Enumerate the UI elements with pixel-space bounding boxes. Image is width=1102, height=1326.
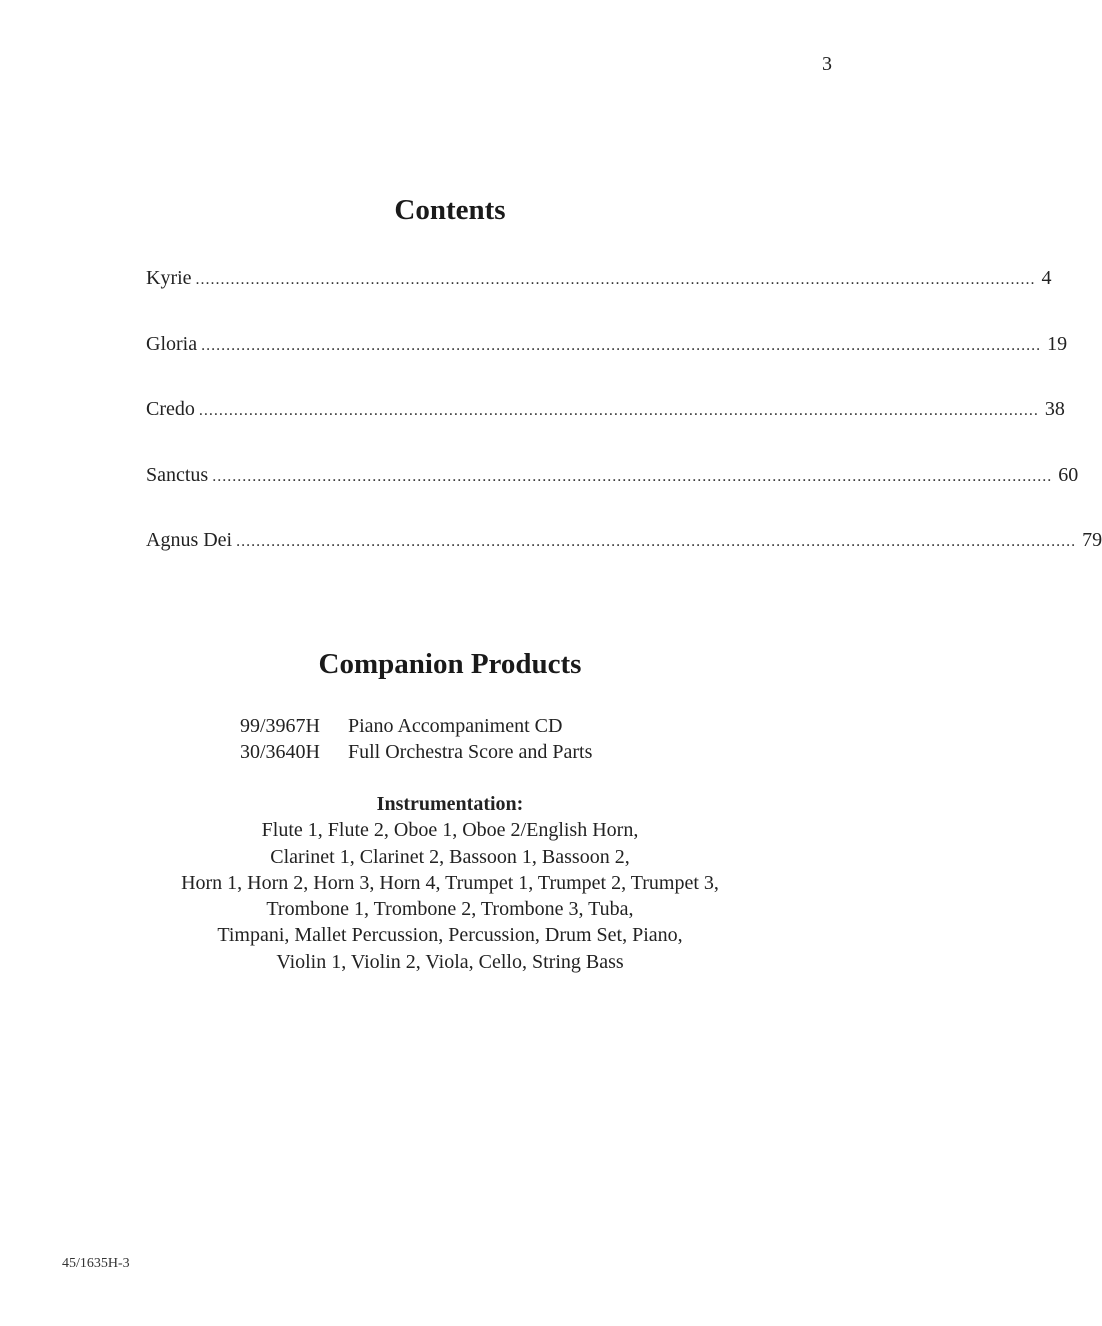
product-description: Piano Accompaniment CD: [348, 715, 563, 737]
catalog-number: 45/1635H-3: [62, 1256, 130, 1271]
instrumentation-line: Timpani, Mallet Percussion, Percussion, Drum Set, Piano,: [217, 924, 683, 947]
instrumentation-line: Flute 1, Flute 2, Oboe 1, Oboe 2/English Horn,: [261, 819, 639, 842]
product-code: 99/3967H: [240, 715, 320, 737]
product-item: [0, 713, 900, 739]
toc-entry-page: 79: [1082, 529, 1102, 551]
toc-entry-page: 38: [1044, 398, 1065, 420]
companion-products-title: Companion Products: [318, 648, 582, 680]
toc-entry-page: 19: [1047, 332, 1068, 355]
toc-entry-title: Agnus Dei: [146, 529, 233, 551]
toc-entry-title: Kyrie: [146, 267, 192, 289]
instrumentation-line: Violin 1, Violin 2, Viola, Cello, String Bass: [276, 950, 624, 973]
product-description: Full Orchestra Score and Parts: [348, 741, 593, 763]
toc-entry-agnus-dei: [146, 524, 1102, 590]
companion-products-list: [0, 713, 900, 765]
toc-leader-dots: ........................................................................................................................................................................: [236, 533, 1077, 550]
toc-entry-title: Credo: [146, 398, 195, 420]
toc-leader-dots: ........................................................................................................................................................................: [195, 271, 1036, 288]
toc-entry-title: Gloria: [146, 332, 198, 355]
instrumentation-block: [0, 791, 900, 975]
toc-leader-dots: ........................................................................................................................................................................: [198, 402, 1039, 419]
toc-leader-dots: ........................................................................................................................................................................: [212, 467, 1053, 485]
toc-entry-page: 60: [1058, 463, 1079, 486]
instrumentation-line: Horn 1, Horn 2, Horn 3, Horn 4, Trumpet 1, Trumpet 2, Trumpet 3,: [181, 871, 719, 894]
instrumentation-label: Instrumentation:: [376, 793, 524, 815]
toc-entry-page: 4: [1041, 267, 1052, 289]
page-number: 3: [822, 53, 832, 75]
toc-leader-dots: ........................................................................................................................................................................: [201, 336, 1042, 354]
instrumentation-line: Trombone 1, Trombone 2, Trombone 3, Tuba,: [266, 898, 634, 921]
instrumentation-line: Clarinet 1, Clarinet 2, Bassoon 1, Bassoon 2,: [270, 845, 630, 868]
contents-title: Contents: [394, 194, 506, 226]
toc-entry-gloria: [146, 328, 1068, 394]
toc-entry-credo: [146, 393, 1065, 459]
toc-entry-title: Sanctus: [146, 463, 209, 486]
toc-entry-kyrie: [146, 262, 1052, 328]
product-code: 30/3640H: [240, 741, 320, 763]
product-item: [0, 739, 900, 765]
toc-entry-sanctus: [146, 459, 1079, 525]
table-of-contents: [146, 262, 1102, 590]
